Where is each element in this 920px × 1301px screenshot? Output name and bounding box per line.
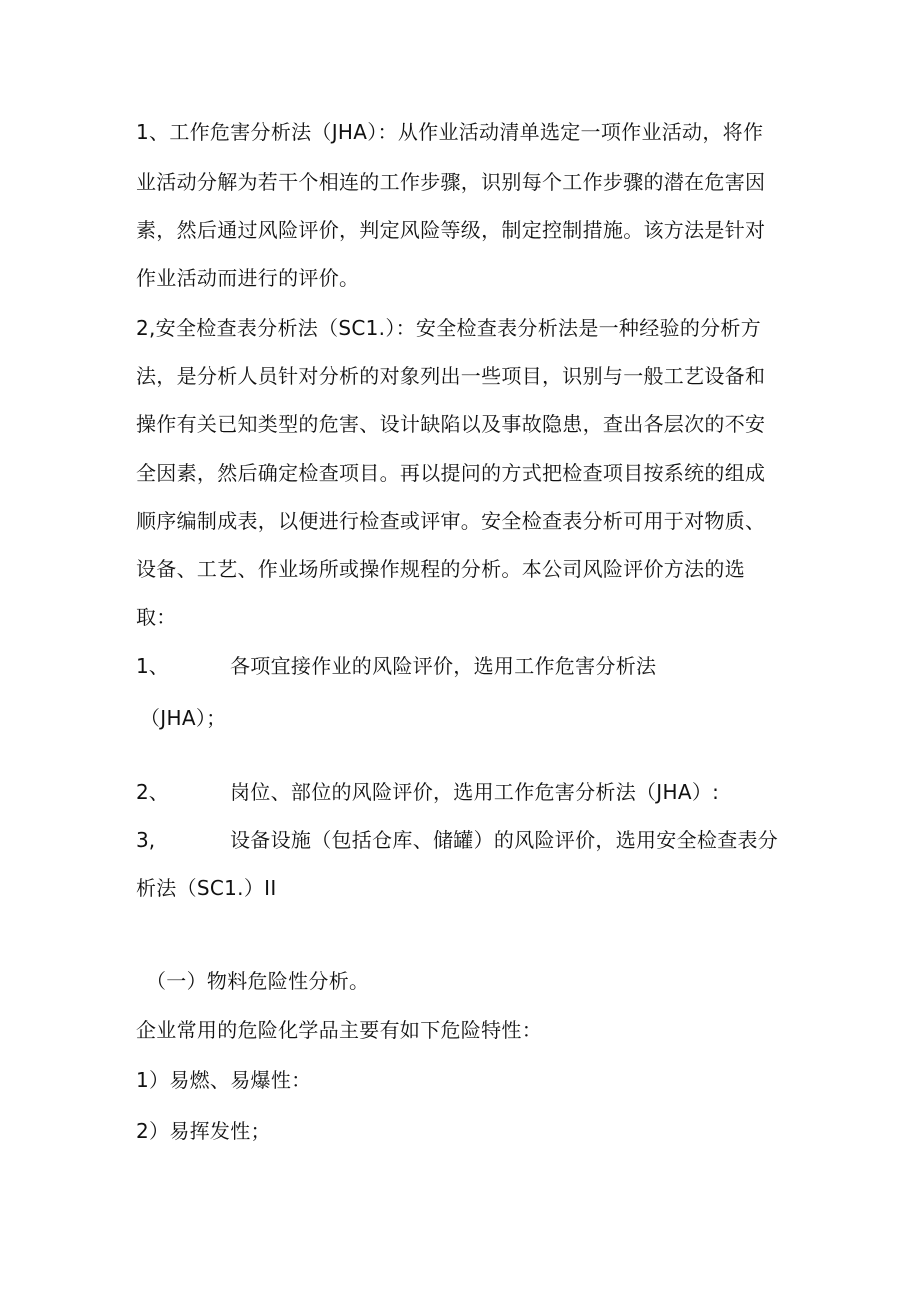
scl-paragraph-line-7: 取： [136,605,177,629]
hazard-item-2: 2）易挥发性； [136,1119,271,1143]
selection-item-2-number: 2、 [136,780,169,804]
intro-line: 企业常用的危险化学品主要有如下危险特性： [136,1018,542,1042]
scl-paragraph-line-3: 操作有关已知类型的危害、设计缺陷以及事故隐患，查出各层次的不安 [136,412,766,436]
jha-paragraph-line-2: 业活动分解为若干个相连的工作步骤，识别每个工作步骤的潜在危害因 [136,170,766,194]
scl-paragraph-line-5: 顺序编制成表，以便进行检查或评审。安全检查表分析可用于对物质、 [136,509,766,533]
scl-paragraph-line-2: 法，是分析人员针对分析的对象列出一些项目，识别与一般工艺设备和 [136,364,766,388]
selection-item-2-text: 岗位、部位的风险评价，选用工作危害分析法（JHA）: [230,780,720,804]
selection-item-3-continuation: 析法（SC1.）II [136,876,277,900]
hazard-item-1: 1）易燃、易爆性： [136,1068,312,1092]
scl-paragraph-line-1: 2,安全检查表分析法（SC1.）：安全检查表分析法是一种经验的分析方 [136,316,762,340]
jha-paragraph-line-3: 素，然后通过风险评价，判定风险等级，制定控制措施。该方法是针对 [136,218,766,242]
section-heading: （一）物料危险性分析。 [146,969,370,993]
selection-item-1-text: 各项宜接作业的风险评价，选用工作危害分析法 [230,654,657,678]
jha-paragraph-line-1: 1、工作危害分析法（JHA）：从作业活动清单选定一项作业活动，将作 [136,120,764,144]
selection-item-3-number: 3, [136,828,156,852]
selection-item-3-text: 设备设施（包括仓库、储罐）的风险评价，选用安全检查表分 [230,828,779,852]
scl-paragraph-line-4: 全因素，然后确定检查项目。再以提问的方式把检查项目按系统的组成 [136,461,766,485]
selection-item-1-number: 1、 [136,654,169,678]
selection-item-1-continuation: （JHA）； [140,706,227,730]
jha-paragraph-line-4: 作业活动而进行的评价。 [136,266,360,290]
scl-paragraph-line-6: 设备、工艺、作业场所或操作规程的分析。本公司风险评价方法的选 [136,557,745,581]
